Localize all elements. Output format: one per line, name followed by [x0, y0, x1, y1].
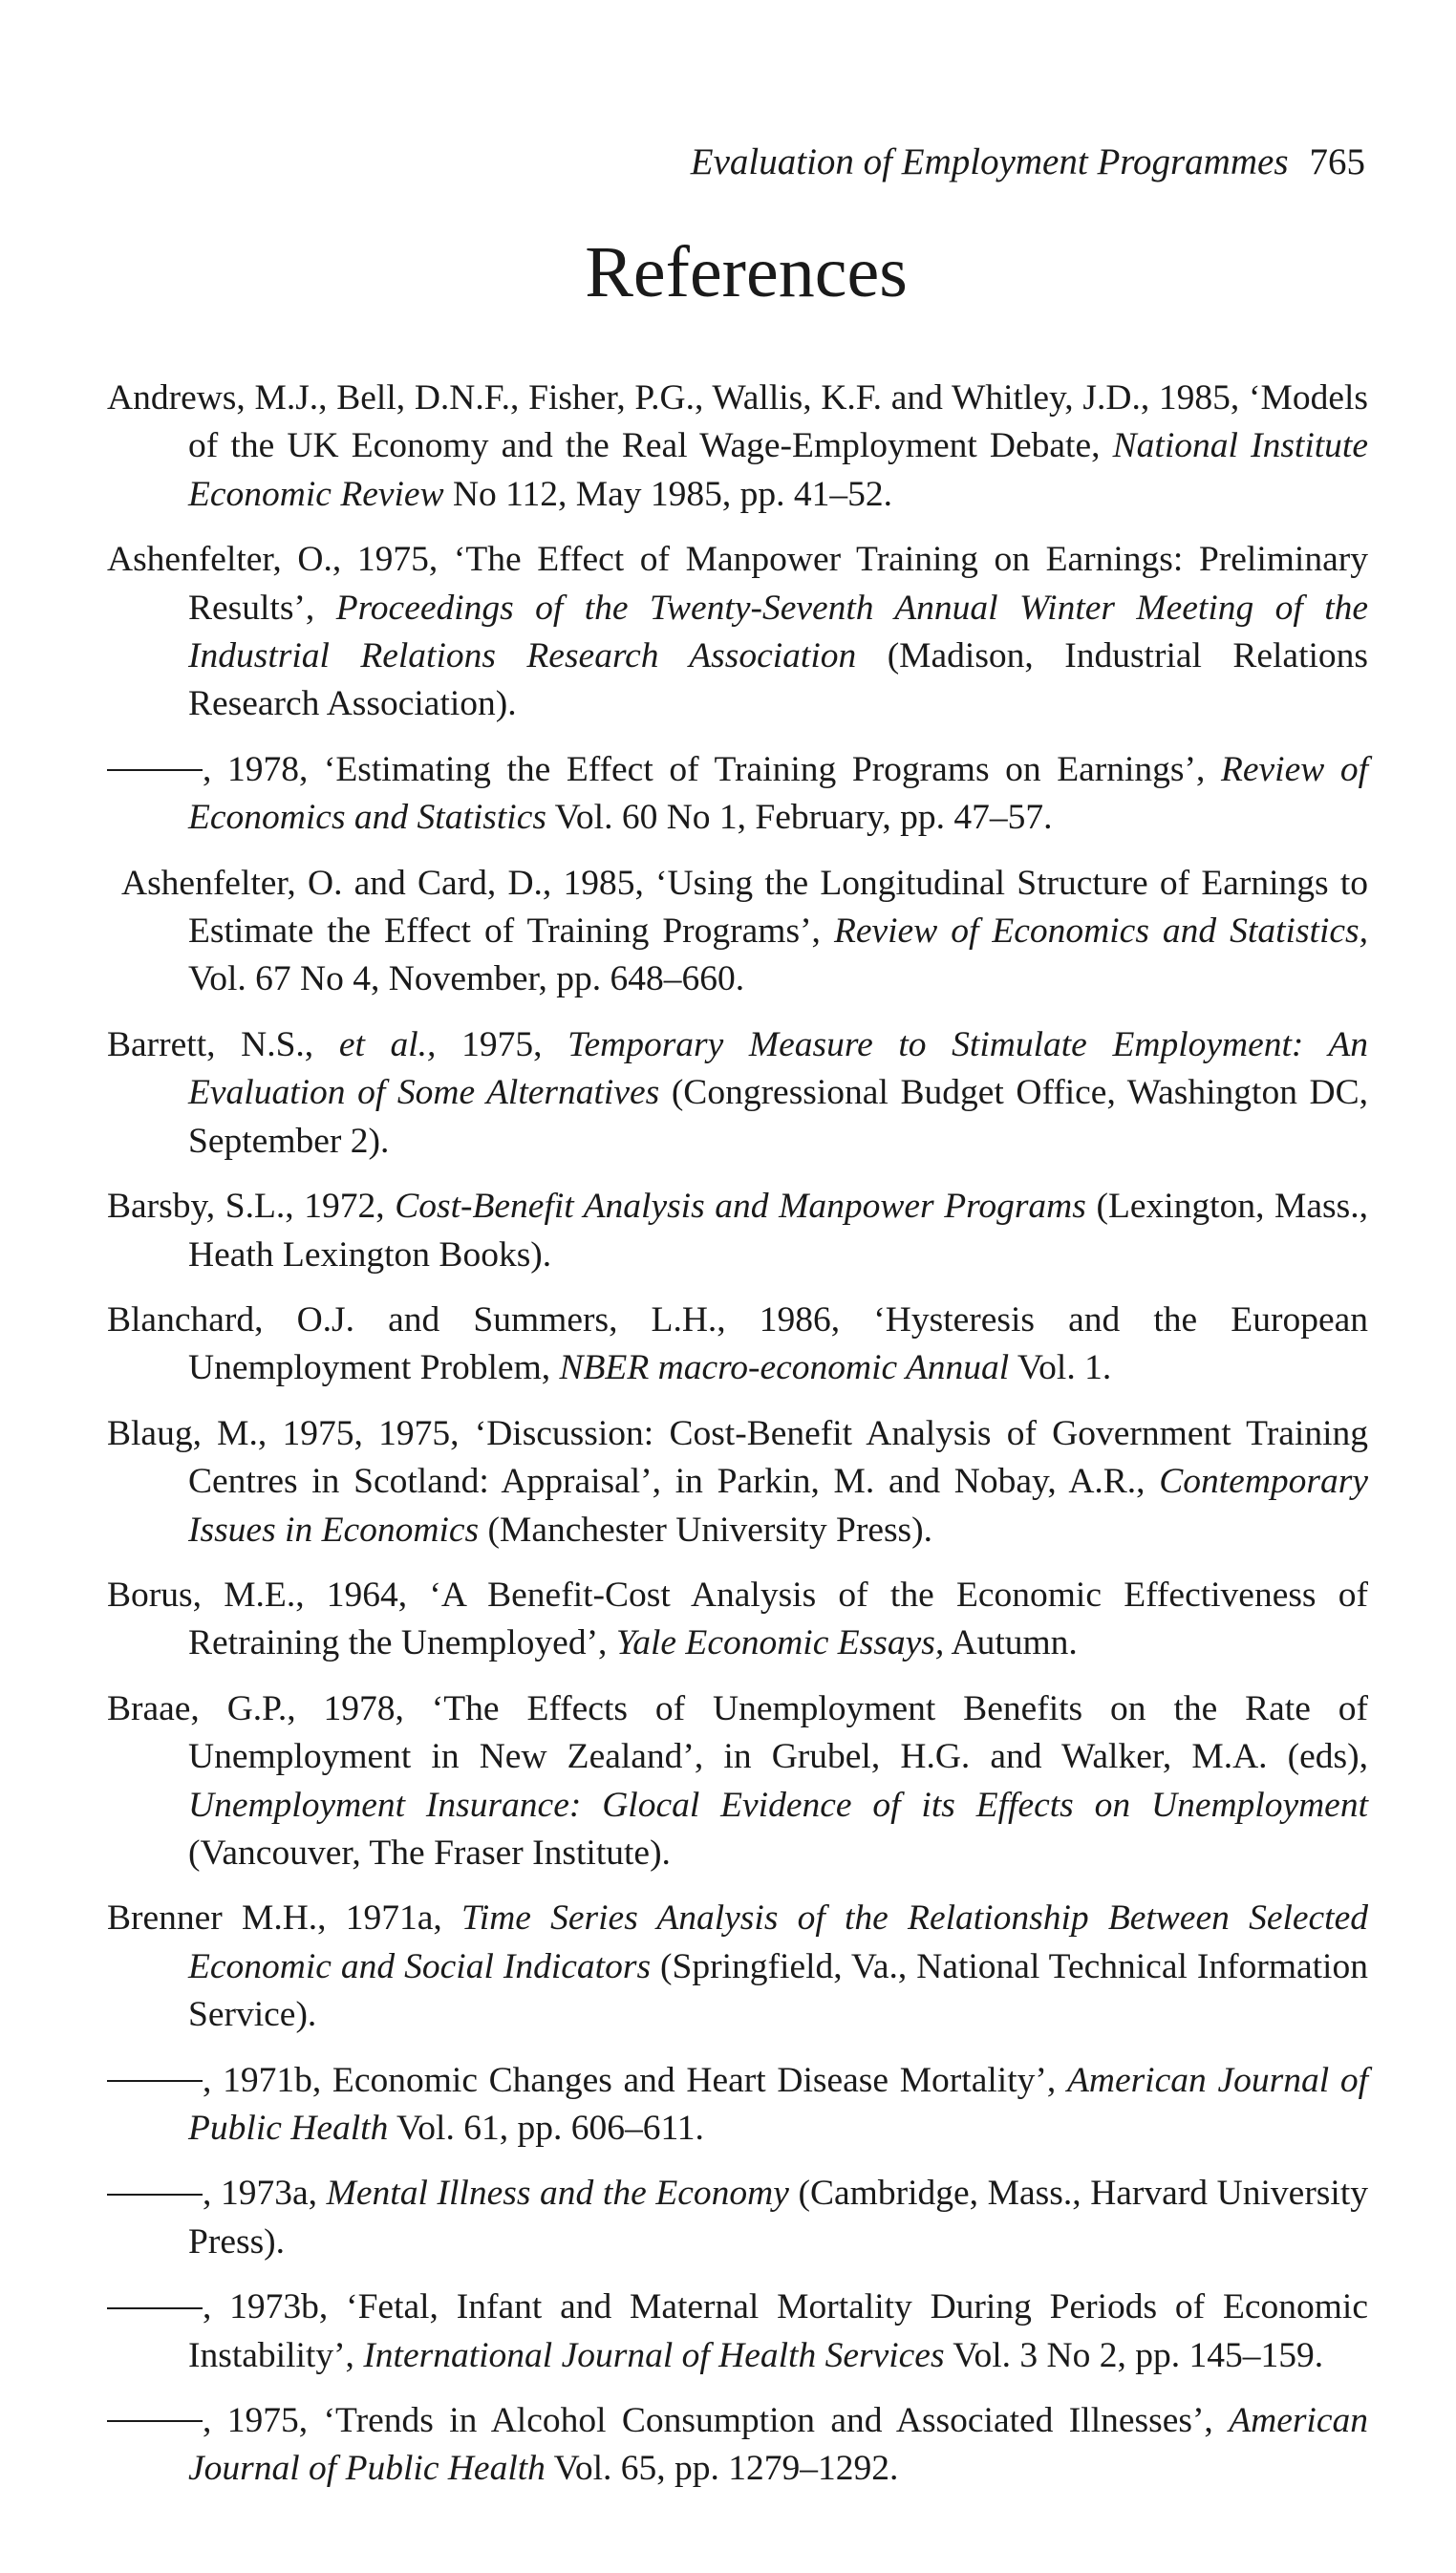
reference-source: Mental Illness and the Economy	[326, 2174, 789, 2214]
running-header	[691, 141, 1365, 183]
reference-text: Vol. 1.	[1009, 1348, 1112, 1388]
reference-source: et al.,	[338, 1024, 437, 1064]
reference-source: National Institute Economic Review	[188, 426, 1368, 514]
reference-text: , 1978, ‘Estimating the Effect of Training Programs on Earnings’,	[203, 749, 1221, 789]
reference-text: , 1973b, ‘Fetal, Infant and Maternal Mortality During Periods of Economic Instability’,	[188, 2287, 1368, 2375]
reference-text: 1975,	[436, 1024, 568, 1064]
reference-ashenfelter-1975	[107, 536, 1368, 729]
ditto-dash	[107, 2307, 203, 2309]
reference-text: No 112, May 1985, pp. 41–52.	[443, 474, 893, 514]
reference-text: Autumn.	[944, 1623, 1078, 1663]
reference-source: Unemployment Insurance: Glocal Evidence of its Effects on Unemployment	[188, 1785, 1368, 1825]
reference-ashenfelter-1978	[107, 746, 1368, 843]
reference-source: Time Series Analysis of the Relationship Between Selected Economic and Social Indicators	[188, 1898, 1368, 1986]
reference-source: American Journal of Public Health	[188, 2060, 1368, 2148]
reference-text: , 1975, ‘Trends in Alcohol Consumption and Associated Illnesses’,	[203, 2401, 1230, 2441]
reference-source: NBER macro-economic Annual	[559, 1348, 1010, 1388]
running-title: Evaluation of Employment Programmes	[690, 141, 1289, 182]
reference-source: Review of Economics and Statistics	[188, 749, 1368, 838]
reference-text: Vol. 60 No 1, February, pp. 47–57.	[546, 798, 1053, 838]
reference-text: (Cambridge, Mass., Harvard University Press).	[188, 2174, 1368, 2262]
reference-text: , 1973a,	[203, 2174, 327, 2214]
reference-source: American Journal of Public Health	[188, 2401, 1368, 2489]
ditto-dash	[107, 2080, 203, 2082]
reference-text: Braae, G.P., 1978, ‘The Effects of Unemployment Benefits on the Rate of Unemployment in New Zealand’, in Grubel, H.G. and Walker, M.A. (eds),	[107, 1688, 1368, 1777]
reference-text: (Congressional Budget Office, Washington DC, September 2).	[188, 1073, 1368, 1161]
reference-text: Borus, M.E., 1964, ‘A Benefit-Cost Analysis of the Economic Effectiveness of Retraining the Unemployed’,	[107, 1575, 1368, 1663]
reference-text: (Manchester University Press).	[479, 1510, 933, 1550]
reference-source: Cost-Benefit Analysis and Manpower Programs	[395, 1187, 1086, 1227]
reference-source: Review of Economics and Statistics,	[833, 911, 1368, 952]
reference-text: Ashenfelter, O. and Card, D., 1985, ‘Using the Longitudinal Structure of Earnings to Estimate the Effect of Training Programs’,	[121, 863, 1368, 952]
ditto-dash	[107, 769, 203, 771]
reference-source: Yale Economic Essays,	[615, 1623, 945, 1663]
reference-barrett-1975	[107, 1021, 1368, 1166]
page-number: 765	[1309, 141, 1365, 182]
reference-braae-1978	[107, 1685, 1368, 1878]
reference-text: Blanchard, O.J. and Summers, L.H., 1986, ‘Hysteresis and the European Unemployment Problem,	[107, 1299, 1368, 1388]
section-heading: References	[585, 232, 908, 312]
reference-text: , 1971b, Economic Changes and Heart Disease Mortality’,	[203, 2060, 1067, 2100]
reference-text: Vol. 65, pp. 1279–1292.	[545, 2449, 899, 2489]
reference-text: (Vancouver, The Fraser Institute).	[188, 1833, 671, 1873]
reference-text: Ashenfelter, O., 1975, ‘The Effect of Manpower Training on Earnings: Preliminary Results’,	[107, 540, 1368, 628]
reference-source: International Journal of Health Services	[363, 2335, 945, 2375]
reference-brenner-1975	[107, 2397, 1368, 2494]
reference-borus-1964	[107, 1572, 1368, 1668]
reference-brenner-1971a	[107, 1895, 1368, 2039]
reference-brenner-1973a	[107, 2170, 1368, 2266]
reference-text: Blaug, M., 1975, 1975, ‘Discussion: Cost-Benefit Analysis of Government Training Centres in Scotland: Appraisal’, in Parkin, M. and Nobay, A.R.,	[107, 1413, 1368, 1502]
reference-text: Andrews, M.J., Bell, D.N.F., Fisher, P.G., Wallis, K.F. and Whitley, J.D., 1985, ‘Models of the UK Economy and the Real Wage-Employment Debate,	[107, 378, 1368, 466]
reference-blanchard-1986	[107, 1297, 1368, 1393]
reference-barsby-1972	[107, 1183, 1368, 1279]
reference-text: Vol. 61, pp. 606–611.	[388, 2109, 704, 2148]
ditto-dash	[107, 2194, 203, 2196]
reference-text: (Lexington, Mass., Heath Lexington Books).	[188, 1187, 1368, 1275]
reference-brenner-1971b	[107, 2057, 1368, 2154]
reference-text: Barrett, N.S.,	[107, 1024, 339, 1064]
reference-source: Temporary Measure to Stimulate Employment: An Evaluation of Some Alternatives	[188, 1024, 1368, 1113]
reference-text: Vol. 67 No 4, November, pp. 648–660.	[188, 959, 745, 999]
reference-text: Brenner M.H., 1971a,	[107, 1898, 461, 1939]
reference-blaug-1975	[107, 1410, 1368, 1555]
reference-text: Barsby, S.L., 1972,	[107, 1187, 396, 1227]
reference-text: (Springfield, Va., National Technical Information Service).	[188, 1946, 1368, 2035]
reference-list	[107, 375, 1368, 2511]
ditto-dash	[107, 2420, 203, 2422]
reference-text: Vol. 3 No 2, pp. 145–159.	[944, 2335, 1324, 2375]
reference-ashenfelter-card-1985	[107, 860, 1368, 1004]
reference-source: Contemporary Issues in Economics	[188, 1462, 1368, 1550]
reference-brenner-1973b	[107, 2284, 1368, 2380]
reference-source: Proceedings of the Twenty-Seventh Annual Winter Meeting of the Industrial Relations Research Association	[188, 588, 1369, 676]
reference-andrews-1985	[107, 375, 1368, 519]
reference-text: (Madison, Industrial Relations Research Association).	[188, 636, 1368, 724]
